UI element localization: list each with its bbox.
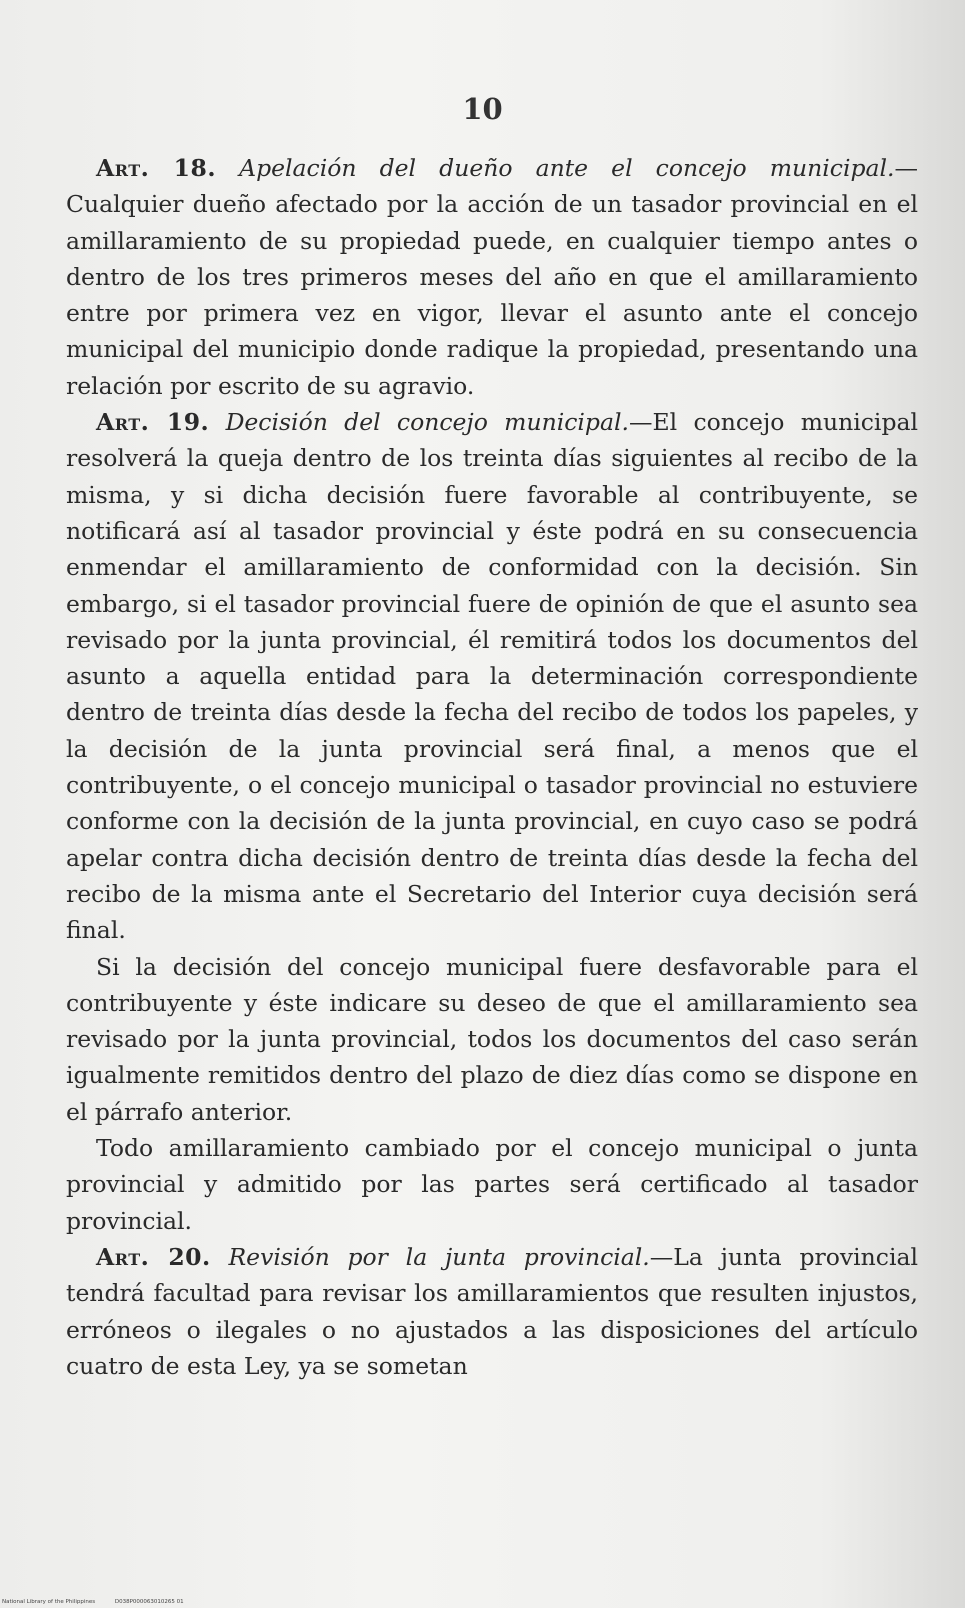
title-dash: — <box>894 154 918 182</box>
paragraph: Si la decisión del concejo municipal fuere desfavorable para el contribuyente y éste indicare su deseo de que el amillaramiento sea revisado por la junta provincial, todos los documentos del caso serán igualmente remitidos dentro del plazo de diez días como se dispone en el párrafo anterior. <box>66 952 918 1126</box>
article-19-paragraph <box>66 404 918 948</box>
body-text <box>66 150 918 1384</box>
title-dash: — <box>649 1242 674 1271</box>
article-title: Revisión por la junta provincial. <box>228 1242 650 1271</box>
footer-library: National Library of the Philippines <box>2 1599 96 1605</box>
article-label: Art. 18. <box>96 154 217 182</box>
page-number: 10 <box>462 92 503 126</box>
title-dash: — <box>628 408 653 437</box>
article-text: El concejo municipal resolverá la queja dentro de los treinta días siguientes al recibo de la misma, y si dicha decisión fuere favorable al contribuyente, se notificará así al tasador provincial y éste podrá en su consecuencia enmendar el amillaramiento de conformidad con la decisión. Sin embargo, si el tasador provincial fuere de opinión de que el asunto sea revisado por la junta provincial, él remitirá todos los documentos del asunto a aquella entidad para la determinación correspondiente dentro de treinta días desde la fecha del recibo de todos los papeles, y la decisión de la junta provincial será final, a menos que el contribuyente, o el concejo municipal o tasador provincial no estuviere conforme con la decisión de la junta provincial, en cuyo caso se podrá apelar contra dicha decisión dentro de treinta días desde la fecha del recibo de la misma ante el Secretario del Interior cuya decisión será final. <box>66 408 919 945</box>
paragraph: Todo amillaramiento cambiado por el concejo municipal o junta provincial y admitido por las partes será certificado al tasador provincial. <box>66 1134 918 1235</box>
article-text: Cualquier dueño afectado por la acción de un tasador provincial en el amillaramiento de su propiedad puede, en cualquier tiempo antes o dentro de los tres primeros meses del año en que el amillaramiento entre por primera vez en vigor, llevar el asunto ante el concejo municipal del municipio donde radique la propiedad, presentando una relación por escrito de su agravio. <box>66 190 918 400</box>
article-20-paragraph <box>66 1239 918 1384</box>
article-text: La junta provincial tendrá facultad para revisar los amillaramientos que resulten injustos, erróneos o ilegales o no ajustados a las disposiciones del artículo cuatro de esta Ley, ya se sometan <box>66 1242 918 1380</box>
scan-footer <box>2 1599 202 1605</box>
footer-code: D038P000063010265 01 <box>114 1599 184 1605</box>
article-label: Art. 19. <box>96 408 210 437</box>
article-label: Art. 20. <box>96 1242 211 1271</box>
article-title: Decisión del concejo municipal. <box>225 408 629 437</box>
article-18-paragraph <box>66 150 918 404</box>
article-title: Apelación del dueño ante el concejo municipal. <box>239 154 895 182</box>
